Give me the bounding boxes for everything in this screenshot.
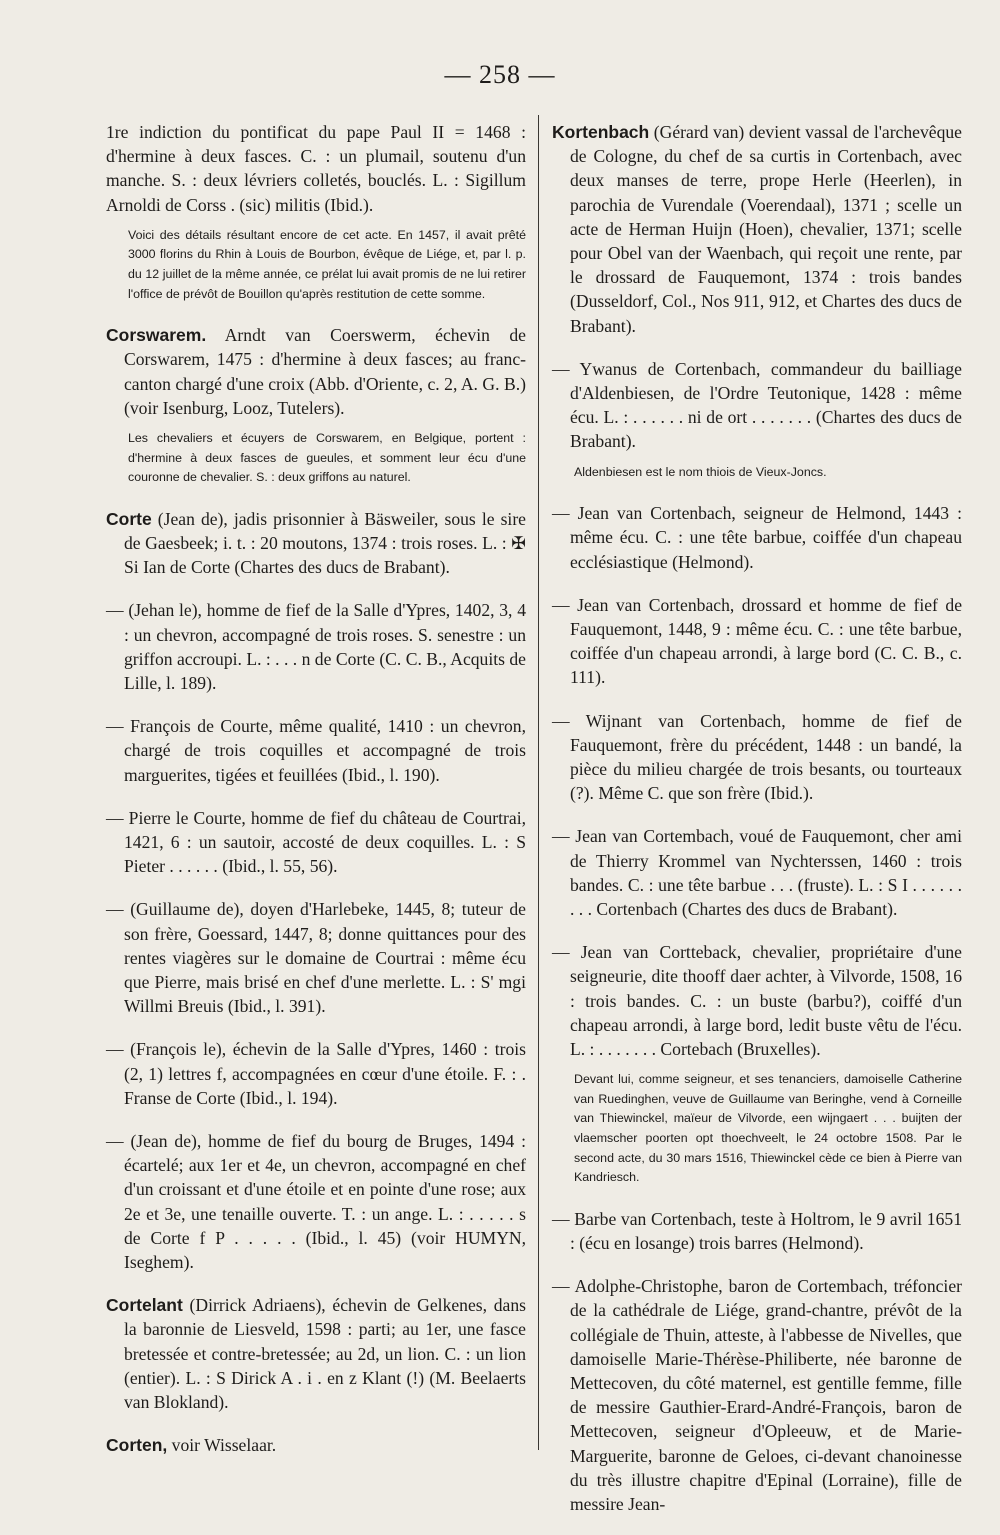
entry-text: — Wijnant van Cortenbach, homme de fief de Fauquemont, frère du précédent, 1448 : un bandé, la pièce du milieu chargée de trois besants, ou tourteaux (?). Même C. que son frère (Ibid.). — [552, 710, 962, 804]
entry-paragraph — [106, 1037, 526, 1110]
entry-paragraph — [552, 940, 962, 1061]
entry-paragraph — [106, 806, 526, 879]
entry-text: Aldenbiesen est le nom thiois de Vieux-Joncs. — [574, 464, 827, 479]
entry-headword: Kortenbach — [552, 122, 650, 142]
entry-paragraph — [552, 1274, 962, 1516]
footnote-paragraph — [128, 429, 526, 488]
entry-text: Devant lui, comme seigneur, et ses tenanciers, damoiselle Catherine van Ruedinghen, veuve de Guillaume van Beringhe, vend à Corneille van Thiewinckel, maïeur de Vilvorde, een wijngaert . . . buijten der vlaemscher poorten opt thoechveelt, le 24 octobre 1508. Par le second acte, du 30 mars 1516, Thiewinckel cède ce bien à Pierre van Kandriesch. — [574, 1072, 962, 1185]
entry-text: — Jean van Cortenbach, drossard et homme de fief de Fauquemont, 1448, 9 : même écu. C. : une tête barbue, coiffée d'un chapeau arrondi, à large bord (C. C. B., c. 111). — [552, 594, 962, 688]
entry-headword: Corten, — [106, 1435, 168, 1456]
entry-paragraph — [552, 593, 962, 690]
entry-paragraph — [552, 501, 962, 574]
entry-paragraph — [106, 323, 526, 420]
right-column — [552, 120, 962, 1535]
entry-text: — Pierre le Courte, homme de fief du château de Courtrai, 1421, 6 : un sautoir, accosté de deux coquilles. L. : S Pieter . . . . . . (Ibid., l. 55, 56). — [106, 807, 526, 877]
footnote-paragraph — [574, 463, 962, 483]
entry-text: — (François le), échevin de la Salle d'Ypres, 1460 : trois (2, 1) lettres f, accompagnées en cœur d'une étoile. F. : . Franse de Corte (Ibid., l. 194). — [106, 1039, 526, 1108]
entry-text: — Ywanus de Cortenbach, commandeur du bailliage d'Aldenbiesen, de l'Ordre Teutonique, 1428 : même écu. L. : . . . . . . ni de ort . . . . . . . (Chartes des ducs de Brabant). — [552, 358, 962, 452]
entry-text: — Jean van Cortenbach, seigneur de Helmond, 1443 : même écu. C. : une tête barbue, coiffée d'un chapeau ecclésiastique (Helmond). — [552, 503, 962, 572]
entry-paragraph — [106, 1433, 526, 1457]
entry-paragraph — [106, 714, 526, 787]
entry-text: — François de Courte, même qualité, 1410 : un chevron, chargé de trois coquilles et accompagné de trois marguerites, tigées et feuillées (Ibid., l. 190). — [106, 716, 526, 785]
entry-paragraph — [106, 507, 526, 580]
entry-paragraph — [552, 709, 962, 806]
left-column — [106, 120, 526, 1476]
footnote-paragraph — [128, 226, 526, 304]
entry-text: Arndt van Coerswerm, échevin de Corswarem, 1475 : d'hermine à deux fasces; au franc-canton chargé d'une croix (Abb. d'Oriente, c. 2, A. G. B.) (voir Isenburg, Looz, Tutelers). — [124, 325, 526, 418]
entry-text: — (Jean de), homme de fief du bourg de Bruges, 1494 : écartelé; aux 1er et 4e, un chevron, accompagné en chef d'un croissant et d'une étoile et en pointe d'une rose; aux 2e et 3e, une tenaille ouverte. T. : un ange. L. : . . . . . s de Corte f P . . . . . (Ibid., l. 45) (voir HUMYN, Iseghem). — [106, 1131, 526, 1273]
entry-text: — Jean van Cortembach, voué de Fauquemont, cher ami de Thierry Krommel van Nychterssen, 1460 : trois bandes. C. : une tête barbue . . . (fruste). L. : S I . . . . . . . . . Cortenbach (Chartes des ducs de Brabant). — [552, 826, 962, 920]
entry-headword: Cortelant — [106, 1295, 183, 1316]
footnote-paragraph — [574, 1070, 962, 1188]
entry-headword: Corte — [106, 508, 152, 529]
entry-text: Voici des détails résultant encore de cet acte. En 1457, il avait prêté 3000 florins du Rhin à Louis de Bourbon, évêque de Liége, et, par l. p. du 12 juillet de la même année, ce prélat lui avait promis de ne lui retirer l'office de prévôt de Bouillon qu'après restitution de cette somme. — [128, 227, 526, 301]
entry-paragraph — [552, 824, 962, 921]
entry-text: (Gérard van) devient vassal de l'archevêque de Cologne, du chef de sa curtis in Cortenbach, avec deux manses de terre, prope Herle (Heerlen), in parochia de Vurendale (Voerendaal), 1371 ; scelle un acte de Herman Huijn (Hoen), chevalier, 1371; scelle pour Obel van der Waenbach, qui reçoit une rente, par le drossard de Fauquemont, 1374 : trois bandes (Dusseldorf, Col., Nos 911, 912, et Chartes des ducs de Brabant). — [570, 122, 962, 336]
entry-headword: Corswarem. — [106, 325, 207, 346]
entry-text: (Jean de), jadis prisonnier à Bäsweiler, sous le sire de Gaesbeek; i. t. : 20 moutons, 1374 : trois roses. L. : ✠ Si Ian de Corte (Chartes des ducs de Brabant). — [124, 508, 526, 578]
entry-text: Les chevaliers et écuyers de Corswarem, en Belgique, portent : d'hermine à deux fasces de gueules, et somment leur écu d'une couronne de chevalier. S. : deux griffons au naturel. — [128, 431, 526, 485]
entry-text: — Adolphe-Christophe, baron de Cortembach, tréfoncier de la cathédrale de Liége, grand-chantre, prévôt de la collégiale de Thuin, atteste, à l'abbesse de Nivelles, que damoiselle Marie-Thérèse-Philiberte, née baronne de Mettecoven, du côté maternel, est gentille femme, fille de messire Gauthier-Erard-André-François, baron de Mettecoven, seigneur d'Opleeuw, et de Marie-Marguerite, baronne de Geloes, ci-devant chanoinesse du très illustre chapitre d'Epinal (Lorraine), fille de messire Jean- — [552, 1276, 962, 1515]
entry-text: — (Guillaume de), doyen d'Harlebeke, 1445, 8; tuteur de son frère, Goessard, 1447, 8; donne quittances pour des rentes viagères sur le domaine de Courtrai : même écu que Pierre, mais brisé en chef d'une merlette. L. : S' mgi Willmi Breuis (Ibid., l. 391). — [106, 899, 526, 1017]
entry-text: 1re indiction du pontificat du pape Paul II = 1468 : d'hermine à deux fasces. C. : un plumail, soutenu d'un manche. S. : deux lévriers colletés, bouclés. L. : Sigillum Arnoldi de Corss . (sic) militis (Ibid.). — [106, 122, 526, 215]
page-number: — 258 — — [444, 60, 556, 89]
entry-text: (Dirrick Adriaens), échevin de Gelkenes, dans la baronnie de Liesveld, 1598 : parti; au 1er, une fasce bretessée et contre-bretessée; au 2d, un lion. C. : un lion (entier). L. : S Dirick A . i . en z Klant (!) (M. Beelaerts van Blokland). — [124, 1295, 526, 1413]
entry-paragraph — [106, 120, 526, 217]
entry-text: — (Jehan le), homme de fief de la Salle d'Ypres, 1402, 3, 4 : un chevron, accompagné de trois roses. S. senestre : un griffon accroupi. L. : . . . n de Corte (C. C. B., Acquits de Lille, l. 189). — [106, 600, 526, 693]
entry-text: voir Wisselaar. — [171, 1435, 277, 1456]
entry-text: — Barbe van Cortenbach, teste à Holtrom, le 9 avril 1651 : (écu en losange) trois barres (Helmond). — [552, 1208, 962, 1254]
entry-paragraph — [106, 897, 526, 1018]
entry-paragraph — [552, 120, 962, 338]
entry-paragraph — [106, 1293, 526, 1414]
entry-paragraph — [106, 598, 526, 695]
entry-paragraph — [106, 1129, 526, 1274]
entry-text: — Jean van Cortteback, chevalier, propriétaire d'une seigneurie, dite thooff daer achter, à Vilvorde, 1508, 16 : trois bandes. C. : un buste (barbu?), coiffé d'un chapeau arrondi, à large bord, ledit buste vêtu de l'écu. L. : . . . . . . . Cortebach (Bruxelles). — [552, 942, 962, 1060]
entry-paragraph — [552, 1207, 962, 1255]
column-divider — [538, 115, 539, 1450]
entry-paragraph — [552, 357, 962, 454]
